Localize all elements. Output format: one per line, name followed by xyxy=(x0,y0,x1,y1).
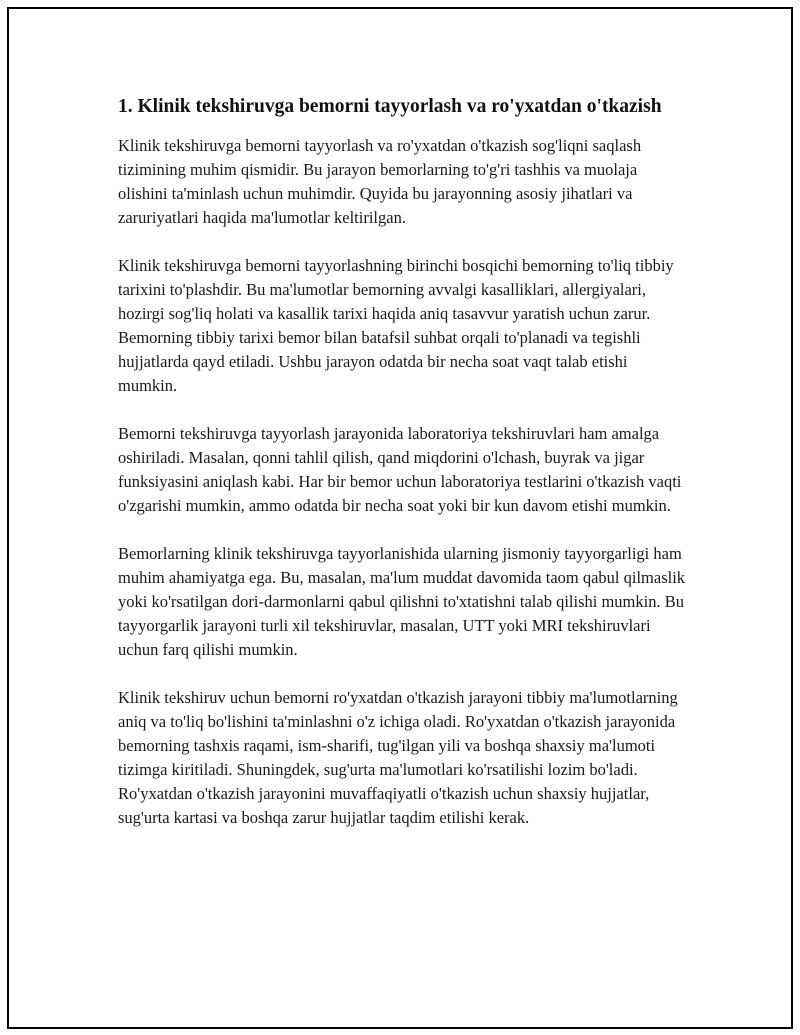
paragraph-physical-preparation: Bemorlarning klinik tekshiruvga tayyorlanishida ularning jismoniy tayyorgarligi ham muhim ahamiyatga ega. Bu, masalan, ma'lum muddat davomida taom qabul qilmaslik yoki ko'rsatilgan dori-darmonlarni qabul qilishni to'xtatishni talab qilishi mumkin. Bu tayyorgarlik jarayoni turli xil tekshiruvlar, masalan, UTT yoki MRI tekshiruvlari uchun farq qilishi mumkin. xyxy=(118,544,686,659)
paragraph-laboratory-tests: Bemorni tekshiruvga tayyorlash jarayonida laboratoriya tekshiruvlari ham amalga oshiriladi. Masalan, qonni tahlil qilish, qand miqdorini o'lchash, buyrak va jigar funksiyasini aniqlash kabi. Har bir bemor uchun laboratoriya testlarini o'tkazish vaqti o'zgarishi mumkin, ammo odatda bir necha soat yoki bir kun davom etishi mumkin. xyxy=(118,424,682,515)
paragraph-registration: Klinik tekshiruv uchun bemorni ro'yxatdan o'tkazish jarayoni tibbiy ma'lumotlarning aniq va to'liq bo'lishini ta'minlashni o'z ichiga oladi. Ro'yxatdan o'tkazish jarayonida bemorning tashxis raqami, ism-sharifi, tug'ilgan yili va boshqa shaxsiy ma'lumoti tizimga kiritiladi. Shuningdek, sug'urta ma'lumotlari ko'rsatilishi lozim bo'ladi. Ro'yxatdan o'tkazish jarayonini muvaffaqiyatli o'tkazish uchun shaxsiy hujjatlar, sug'urta kartasi va boshqa zarur hujjatlar taqdim etilishi kerak. xyxy=(118,688,678,827)
paragraph-medical-history: Klinik tekshiruvga bemorni tayyorlashning birinchi bosqichi bemorning to'liq tibbiy tarixini to'plashdir. Bu ma'lumotlar bemorning avvalgi kasalliklari, allergiyalari, hozirgi sog'liq holati va kasallik tarixi haqida aniq tasavvur yaratish uchun zarur. Bemorning tibbiy tarixi bemor bilan batafsil suhbat orqali to'planadi va tegishli hujjatlarda qayd etiladi. Ushbu jarayon odatda bir necha soat vaqt talab etishi mumkin. xyxy=(118,256,674,395)
section-heading: 1. Klinik tekshiruvga bemorni tayyorlash va ro'yxatdan o'tkazish xyxy=(118,96,662,117)
paragraph-intro: Klinik tekshiruvga bemorni tayyorlash va ro'yxatdan o'tkazish sog'liqni saqlash tizimining muhim qismidir. Bu jarayon bemorlarning to'g'ri tashhis va muolaja olishini ta'minlash uchun muhimdir. Quyida bu jarayonning asosiy jihatlari va zaruriyatlari haqida ma'lumotlar keltirilgan. xyxy=(118,136,642,227)
document-body xyxy=(118,94,690,854)
